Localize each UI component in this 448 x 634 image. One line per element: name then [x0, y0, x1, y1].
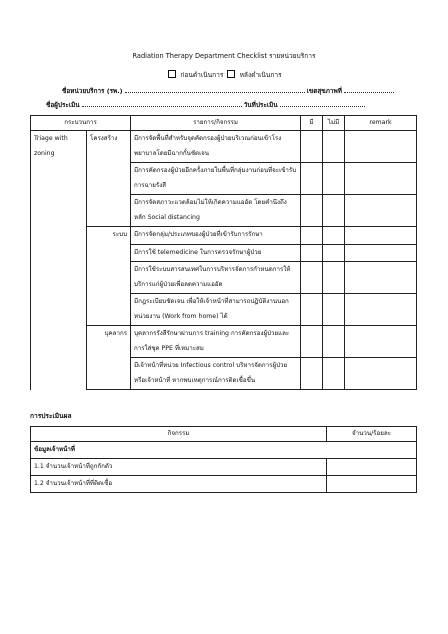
unit-field-row: [62, 86, 394, 96]
yes-cell[interactable]: [301, 358, 323, 390]
item-text: บุคลากรรังสีรักษาผ่านการ training การคัดกรองผู้ป่วยและการใส่ชุด PPE ที่เหมาะสม: [131, 326, 301, 358]
document-title: Radiation Therapy Department Checklist รายหน่วยบริการ: [132, 52, 316, 60]
header-remark: remark: [345, 116, 417, 131]
item-text: มีการจัดกลุ่ม/ประเภทของผู้ป่วยที่เข้ารับการรักษา: [131, 227, 301, 245]
yes-cell[interactable]: [301, 326, 323, 358]
table-row: [31, 326, 417, 358]
option-before-label: ก่อนดำเนินการ: [180, 71, 224, 79]
remark-cell[interactable]: [345, 358, 417, 390]
yes-cell[interactable]: [301, 131, 323, 163]
table-row: [31, 131, 417, 163]
eval-row-label: 1.2 จำนวนเจ้าหน้าที่ที่ติดเชื้อ: [31, 476, 327, 493]
remark-cell[interactable]: [345, 326, 417, 358]
remark-cell[interactable]: [345, 262, 417, 294]
region-input-line[interactable]: [344, 86, 394, 93]
eval-section-title: ข้อมูลเจ้าหน้าที่: [31, 442, 417, 459]
unit-input-line[interactable]: [125, 86, 305, 93]
eval-value-cell[interactable]: [327, 476, 417, 493]
no-cell[interactable]: [323, 163, 345, 195]
eval-value-cell[interactable]: [327, 459, 417, 476]
item-text: มีการคัดกรองผู้ป่วยอีกครั้งภายในพื้นที่กลุ่มงานก่อนที่จะเข้ารับการฉายรังสี: [131, 163, 301, 195]
group-system: ระบบ: [87, 227, 131, 326]
item-text: มีการใช้ระบบสารสนเทศในการบริหารจัดการกำหนดการให้บริการแก่ผู้ป่วยเพื่อลดความแออัด: [131, 262, 301, 294]
assessor-field-row: [46, 100, 365, 110]
option-after-label: หลังดำเนินการ: [239, 71, 282, 79]
no-cell[interactable]: [323, 244, 345, 262]
assessor-label: ชื่อผู้ประเมิน: [46, 101, 80, 109]
checkbox-before[interactable]: [168, 70, 176, 78]
evaluation-header-row: [31, 427, 417, 442]
group-personnel: บุคลากร: [87, 326, 131, 390]
no-cell[interactable]: [323, 195, 345, 227]
no-cell[interactable]: [323, 227, 345, 245]
yes-cell[interactable]: [301, 227, 323, 245]
yes-cell[interactable]: [301, 262, 323, 294]
header-process: กระบวนการ: [31, 116, 131, 131]
eval-header-activity: กิจกรรม: [31, 427, 327, 442]
no-cell[interactable]: [323, 326, 345, 358]
yes-cell[interactable]: [301, 163, 323, 195]
table-row: [31, 442, 417, 459]
no-cell[interactable]: [323, 262, 345, 294]
remark-cell[interactable]: [345, 244, 417, 262]
eval-header-count: จำนวน/ร้อยละ: [327, 427, 417, 442]
header-no: ไม่มี: [323, 116, 345, 131]
date-input-line[interactable]: [280, 100, 365, 107]
remark-cell[interactable]: [345, 131, 417, 163]
checkbox-after[interactable]: [227, 70, 235, 78]
unit-label: ชื่อหน่วยบริการ (รพ.): [62, 87, 123, 95]
remark-cell[interactable]: [345, 163, 417, 195]
remark-cell[interactable]: [345, 227, 417, 245]
stage-options: [0, 69, 448, 80]
assessor-input-line[interactable]: [82, 100, 242, 107]
table-row: [31, 227, 417, 245]
header-activity: รายการ/กิจกรรม: [131, 116, 301, 131]
date-label: วันที่ประเมิน: [243, 101, 278, 109]
remark-cell[interactable]: [345, 195, 417, 227]
yes-cell[interactable]: [301, 294, 323, 326]
evaluation-title: การประเมินผล: [30, 412, 72, 420]
remark-cell[interactable]: [345, 294, 417, 326]
item-text: มีการจัดพื้นที่สำหรับจุดคัดกรองผู้ป่วยบริเวณก่อนเข้าโรงพยาบาลโดยมีฉากกั้นชัดเจน: [131, 131, 301, 163]
eval-row-label: 1.1 จำนวนเจ้าหน้าที่ถูกกักตัว: [31, 459, 327, 476]
yes-cell[interactable]: [301, 195, 323, 227]
table-row: [31, 476, 417, 493]
no-cell[interactable]: [323, 294, 345, 326]
item-text: มีกฎระเบียบชัดเจน เพื่อให้เจ้าหน้าที่สามารถปฏิบัติงานนอกหน่วยงาน (Work from home) ได้: [131, 294, 301, 326]
item-text: มีเจ้าหน้าที่หน่วย Infectious control บริหารจัดการผู้ป่วยหรือเจ้าหน้าที่ หากพบเหตุการณ์การติดเชื้อขึ้น: [131, 358, 301, 390]
item-text: มีการจัดสภาวะแวดล้อมไม่ให้เกิดความแออัด โดยคำนึงถึงหลัก Social distancing: [131, 195, 301, 227]
item-text: มีการใช้ telemedicine ในการตรวจรักษาผู้ป่วย: [131, 244, 301, 262]
checklist-header-row: [31, 116, 417, 131]
group-structure: โครงสร้าง: [87, 131, 131, 227]
region-label: เขตสุขภาพที่: [306, 87, 342, 95]
process-cell: Triage with zoning: [31, 131, 87, 390]
checklist-table: [30, 115, 417, 390]
header-yes: มี: [301, 116, 323, 131]
no-cell[interactable]: [323, 358, 345, 390]
no-cell[interactable]: [323, 131, 345, 163]
evaluation-table: [30, 426, 417, 493]
yes-cell[interactable]: [301, 244, 323, 262]
table-row: [31, 459, 417, 476]
